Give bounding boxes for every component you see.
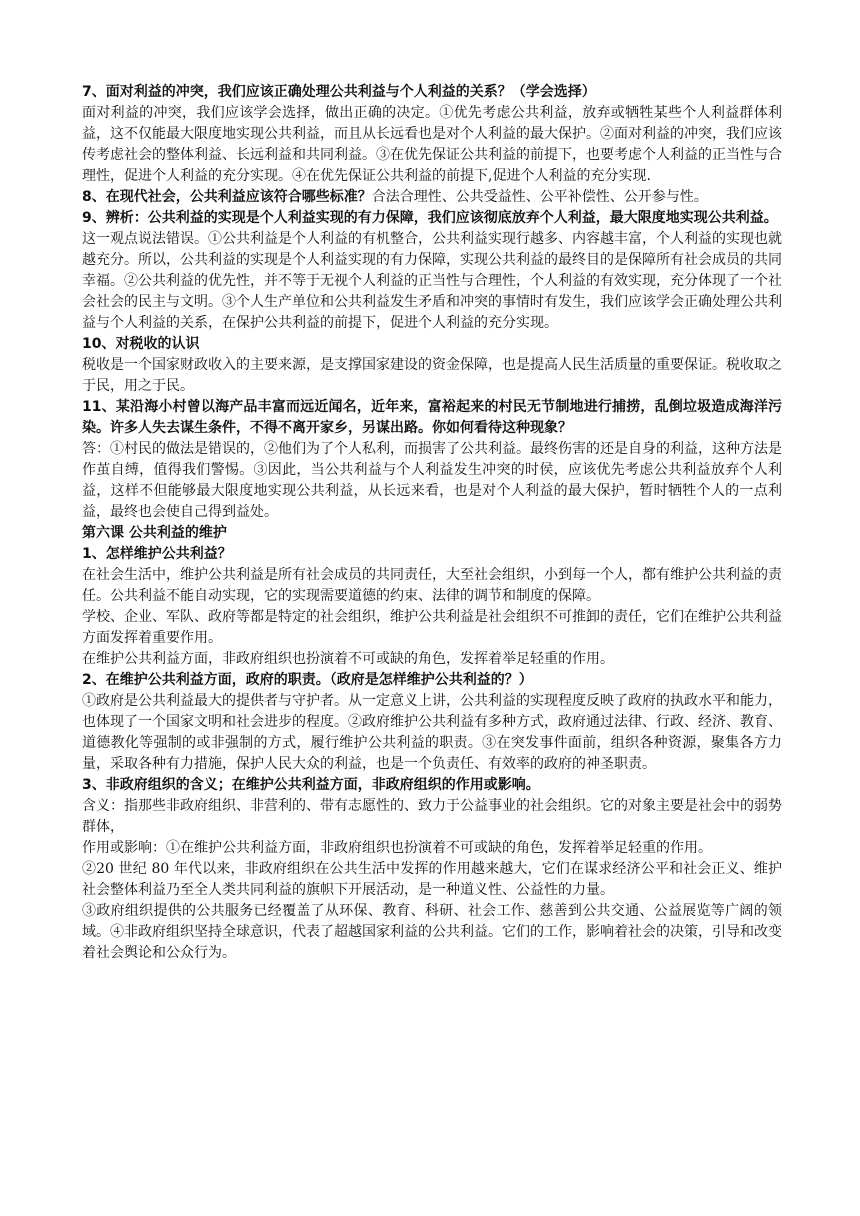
lesson6-answer-3-role-1: 作用或影响：①在维护公共利益方面，非政府组织也扮演着不可或缺的角色，发挥着举足轻重的作用。: [82, 840, 712, 856]
question-7: 7、面对利益的冲突，我们应该正确处理公共利益与个人利益的关系？（学会选择）: [82, 84, 596, 100]
lesson6-answer-2: ①政府是公共利益最大的提供者与守护者。从一定意义上讲，公共利益的实现程度反映了政府的执政水平和能力，也体现了一个国家文明和社会进步的程度。②政府维护公共利益有多种方式，政府通过法律、行政、经济、教育、道德教化等强制的或非强制的方式，履行维护公共利益的职责。③在突发事件面前，组织各种资源，聚集各方力量，采取各种有力措施，保护人民大众的利益，也是一个负责任、有效率的政府的神圣职责。: [82, 693, 782, 772]
lesson6-answer-3-role-3: ③政府组织提供的公共服务已经覆盖了从环保、教育、科研、社会工作、慈善到公共交通、公益展览等广阔的领域。④非政府组织坚持全球意识，代表了超越国家利益的公共利益。它们的工作，影响着社会的决策，引导和改变着社会舆论和公众行为。: [82, 903, 782, 961]
answer-9: 这一观点说法错误。①公共利益是个人利益的有机整合，公共利益实现行越多、内容越丰富，个人利益的实现也就越充分。所以，公共利益的实现是个人利益实现的有力保障，实现公共利益的最终目的是保障所有社会成员的共同幸福。②公共利益的优先性，并不等于无视个人利益的正当性与合理性，个人利益的有效实现，充分体现了一个社会社会的民主与文明。③个人生产单位和公共利益发生矛盾和冲突的事情时有发生，我们应该学会正确处理公共利益与个人利益的关系，在保护公共利益的前提下，促进个人利益的充分实现。: [82, 231, 782, 331]
document-page: [82, 82, 782, 964]
answer-11: 答：①村民的做法是错误的，②他们为了个人私利，而损害了公共利益。最终伤害的还是自身的利益，这种方法是作茧自缚，值得我们警惕。③因此，当公共利益与个人利益发生冲突的时侯，应该优先考虑公共利益放弃个人利益，这样不但能够最大限度地实现公共利益，从长远来看，也是对个人利益的最大保护，暂时牺牲个人的一点利益，最终也会使自己得到益处。: [82, 441, 782, 520]
question-8-answer: 合法合理性、公共受益性、公平补偿性、公开参与性。: [371, 189, 708, 205]
lesson6-question-3: 3、非政府组织的含义；在维护公共利益方面，非政府组织的作用或影响。: [82, 777, 540, 793]
answer-7: 面对利益的冲突，我们应该学会选择，做出正确的决定。①优先考虑公共利益，放弃或牺牲某些个人利益群体利益，这不仅能最大限度地实现公共利益，而且从长远看也是对个人利益的最大保护。②面对利益的冲突，我们应该传考虑社会的整体利益、长远利益和共同利益。③在优先保证公共利益的前提下，也要考虑个人利益的正当性与合理性，促进个人利益的充分实现。④在优先保证公共利益的前提下,促进个人利益的充分实现.: [82, 105, 782, 184]
lesson6-answer-1-para-2: 学校、企业、军队、政府等都是特定的社会组织，维护公共利益是社会组织不可推卸的责任，它们在维护公共利益方面发挥着重要作用。: [82, 609, 782, 646]
lesson6-answer-3-role-2: ②20 世纪 80 年代以来，非政府组织在公共生活中发挥的作用越来越大，它们在谋求经济公平和社会正义、维护社会整体利益乃至全人类共同利益的旗帜下开展活动，是一种道义性、公益性的力量。: [82, 861, 782, 898]
question-11: 11、某沿海小村曾以海产品丰富而远近闻名，近年来，富裕起来的村民无节制地进行捕捞，乱倒垃圾造成海洋污染。许多人失去谋生条件，不得不离开家乡，另谋出路。你如何看待这种现象？: [82, 399, 782, 436]
lesson6-question-2: 2、在维护公共利益方面，政府的职责。（政府是怎样维护公共利益的？）: [82, 672, 533, 688]
question-9: 9、辨析：公共利益的实现是个人利益实现的有力保障，我们应该彻底放弃个人利益，最大限度地实现公共利益。: [82, 210, 778, 226]
answer-10: 税收是一个国家财政收入的主要来源，是支撑国家建设的资金保障，也是提高人民生活质量的重要保证。税收取之于民，用之于民。: [82, 357, 782, 394]
lesson-title: 第六课 公共利益的维护: [82, 525, 227, 541]
lesson6-answer-3-definition: 含义：指那些非政府组织、非营利的、带有志愿性的、致力于公益事业的社会组织。它的对象主要是社会中的弱势群体，: [82, 798, 782, 835]
question-8-prompt: 8、在现代社会，公共利益应该符合哪些标准？: [82, 189, 372, 205]
lesson6-answer-1-para-1: 在社会生活中，维护公共利益是所有社会成员的共同责任，大至社会组织，小到每一个人，都有维护公共利益的责任。公共利益不能自动实现，它的实现需要道德的约束、法律的调节和制度的保障。: [82, 567, 782, 604]
question-8: [82, 187, 782, 208]
lesson6-question-1: 1、怎样维护公共利益？: [82, 546, 232, 562]
lesson6-answer-1-para-3: 在维护公共利益方面，非政府组织也扮演着不可或缺的角色，发挥着举足轻重的作用。: [82, 651, 614, 667]
question-10: 10、对税收的认识: [82, 336, 200, 352]
